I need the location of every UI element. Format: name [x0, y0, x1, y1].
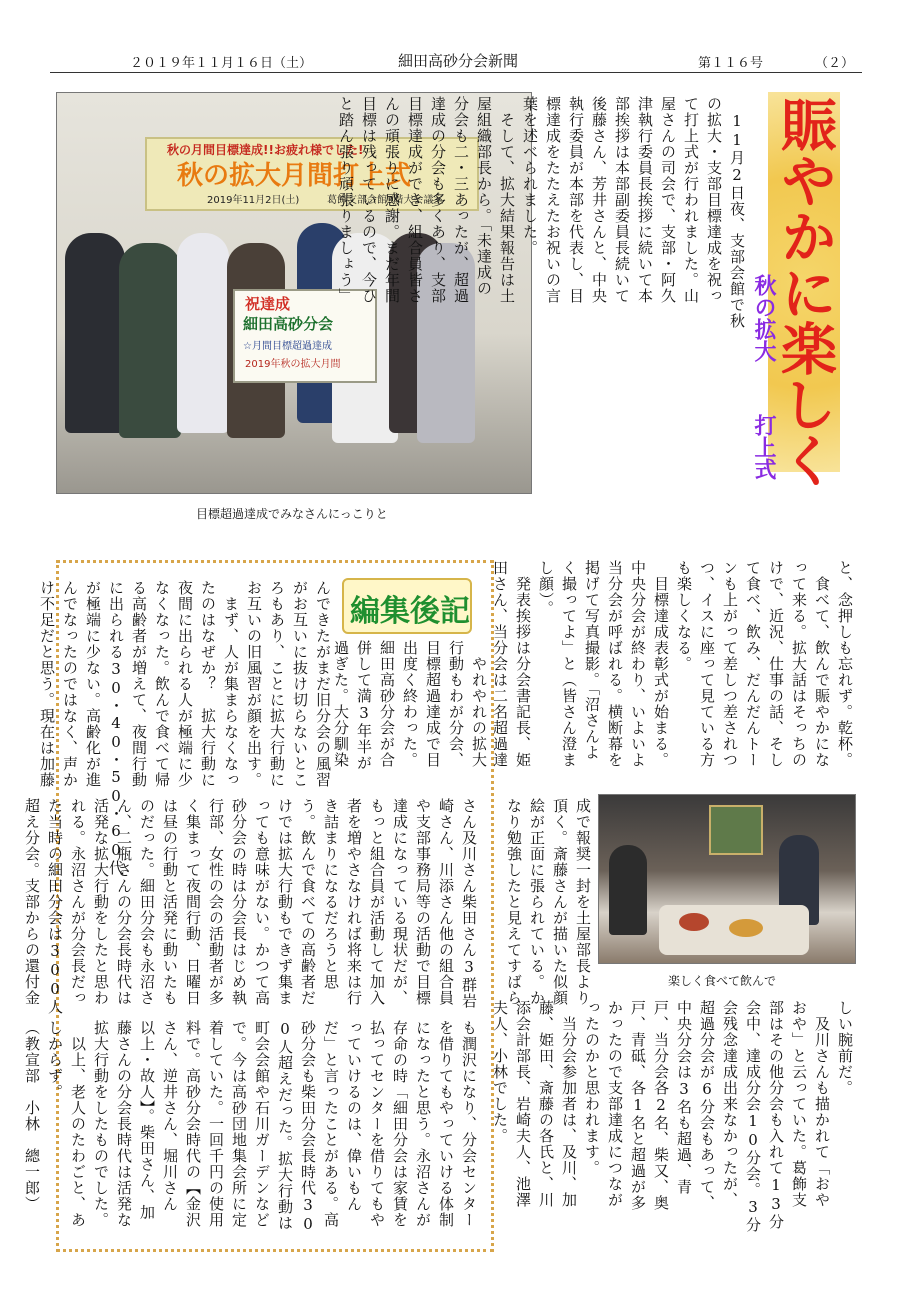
editor-line: 超え分会。支部からの還付金: [23, 798, 41, 1006]
editor-line: さん及川さん柴田さん3群岩: [460, 798, 478, 1009]
editor-line: 者を増やさなければ将来は行: [345, 798, 363, 1006]
article-top-line: 部挨拶は本部副委員長続いて: [613, 96, 631, 304]
article-bottom-right-line: ったのかと思われます。: [583, 1000, 601, 1176]
editor-line: しからず。: [46, 1020, 64, 1100]
editor-line: 着していた。一回千円の使用: [207, 1020, 225, 1228]
article-bottom-right-line: おや」と云っていた。葛飾支: [790, 1000, 808, 1208]
editor-line: 以上、老人のたわごと、あ: [69, 1020, 87, 1228]
article-mid-line: し顔）。: [537, 560, 555, 617]
editor-line: け不足だと思う。現在は加藤: [38, 580, 56, 788]
editor-line: が極端に少ない。高齢化が進: [84, 580, 102, 788]
editor-line: さん、逆井さん、堀川さん: [161, 1020, 179, 1212]
editor-line: んでなったのではなく、声か: [61, 580, 79, 788]
editor-line: 砂分会も柴田分会長時代30: [299, 1020, 317, 1234]
article-bottom-right-line: 部はその他分会も入れて13分: [767, 1000, 785, 1230]
article-top-line: そして、拡大結果報告は土: [498, 96, 516, 304]
banner-date: 2019年11月2日(土): [207, 195, 300, 206]
editor-line: 目標超過達成で目: [424, 640, 442, 768]
top-photo-caption: 目標超過達成でみなさんにっこりと: [196, 507, 388, 521]
article-mid-line: と、念押しも忘れず。乾杯。: [836, 560, 854, 768]
article-bottom-upper: [500, 798, 594, 1026]
editor-line: なくなった。飲んで食べて帰: [153, 580, 171, 788]
editor-line: （教宣部 小林 總一郎）: [23, 1020, 41, 1212]
editor-line: になったと思う。永沼さんが: [414, 1020, 432, 1228]
editor-line: のだった。細田分会も永沼さ: [138, 798, 156, 1006]
article-top-line: 目標達成ができ、組合員皆さ: [406, 96, 424, 304]
editor-line: も潤沢になり、分会センター: [460, 1020, 478, 1228]
article-top-text: [328, 96, 748, 526]
article-top-line: 執行委員が本部を代表し、目: [567, 96, 585, 304]
article-bottom-right-line: 会残念達成出来なかったが、: [721, 1000, 739, 1208]
editor-line: 払ってセンターを借りてもや: [368, 1020, 386, 1228]
editor-line: 拡大行動をしたものでした。: [92, 1020, 110, 1228]
editor-line: 藤さんの分会長時代は活発な: [115, 1020, 133, 1228]
article-bottom-upper-line: なり勉強したと見えてすばら: [505, 798, 523, 1006]
editor-line: 出度く終わった。: [401, 640, 419, 768]
editor-line: 達成になっている現状だが、: [391, 798, 409, 1006]
article-bottom-right-line: 及川さんも描かれて「おや: [813, 1000, 831, 1208]
headline-main: 賑やかに楽しく: [772, 96, 838, 488]
sign-line3: ☆月間目標超過達成: [243, 341, 332, 352]
food-plate: [729, 919, 763, 937]
article-top-line: 津執行委員長挨拶に続いて本: [636, 96, 654, 304]
editor-line: に出られる30・40・50・60代: [107, 580, 125, 876]
editor-line: 過ぎた。大分馴染: [332, 640, 350, 768]
article-top-line: 屋組織部長から。「未達成の: [475, 96, 493, 297]
editor-col-a: [332, 640, 490, 790]
article-mid-line: 当分会が呼ばれる。横断幕を: [606, 560, 624, 768]
editor-line: 存命の時「細田分会は家賃を: [391, 1020, 409, 1228]
article-mid-line: 掲げて写真撮影。「沼さんよ: [583, 560, 601, 761]
article-mid-line: 発表挨拶は分会書記長、姫: [514, 560, 532, 768]
editor-line: 行部、女性の会の活動者が多: [207, 798, 225, 1006]
article-mid: [491, 560, 856, 800]
person: [609, 845, 647, 935]
article-mid-line: 田さん、当分会は二名超過達: [491, 560, 509, 768]
editor-line: 0人超えだった。拡大行動は: [276, 1020, 294, 1231]
editor-line: っていけるのは、偉いもん: [345, 1020, 363, 1212]
editor-line: や支部事務局等の活動で目標: [414, 798, 432, 1006]
editor-line: 細田高砂分会が合: [378, 640, 396, 768]
article-mid-line: 食べて、飲んで賑やかにな: [813, 560, 831, 768]
article-bottom-upper-line: 頂く。斎藤さんが描いた似顔: [551, 798, 569, 1006]
article-top-line: 葉を述べられました。: [521, 96, 539, 256]
article-mid-line: 中央分会が終わり、いよいよ: [629, 560, 647, 768]
editor-line: やれやれの拡大: [470, 640, 488, 768]
article-mid-line: けで、近況、仕事の話、そし: [767, 560, 785, 768]
editor-line: まず、人が集まらなくなっ: [222, 580, 240, 788]
article-bottom-upper-line: 成で報奨一封を土屋部長より: [574, 798, 592, 1006]
editor-line: 以上・故人】。柴田さん、加: [138, 1020, 156, 1221]
person: [177, 233, 229, 433]
editor-line: もっと組合員が活動して加入: [368, 798, 386, 1006]
article-bottom-right-line: 藤、姫田、斎藤の各氏と、川: [537, 1000, 555, 1208]
editor-note-title-box: [342, 578, 472, 634]
article-bottom-right-line: かったので支部達成につなが: [606, 1000, 624, 1208]
editor-line: 活発な拡大行動をしたと思わ: [92, 798, 110, 1006]
article-top-line: 標達成をたたえたお祝いの言: [544, 96, 562, 304]
article-bottom-right-line: 当分会参加者は、及川、加: [560, 1000, 578, 1208]
editor-line: れる。永沼さんが分会長だっ: [69, 798, 87, 1006]
header-rule: [50, 72, 862, 73]
editor-line: を借りてもやっていける体制: [437, 1020, 455, 1228]
editor-note-title: 編集後記: [350, 594, 470, 629]
editor-line: っても意味がない。かつて高: [253, 798, 271, 1006]
article-bottom-right-line: 添会計部長、岩崎夫人、池澤: [514, 1000, 532, 1208]
editor-col-d: [23, 1020, 480, 1240]
headline-sub2: 打上式: [751, 414, 777, 480]
article-mid-line: って来る。拡大話はそっちの: [790, 560, 808, 768]
editor-line: ん、二瓶さんの分会長時代は: [115, 798, 133, 1006]
party-photo: [598, 794, 856, 964]
article-mid-line: て食べ、飲み、だんだんトー: [744, 560, 762, 768]
editor-line: 砂分会の時は分会長はじめ執: [230, 798, 248, 1006]
article-mid-line: く撮ってよ」と（皆さん澄ま: [560, 560, 578, 768]
article-mid-line: つ、イスに座って見ている方: [698, 560, 716, 768]
editor-line: 料で。高砂分会時代の【金沢: [184, 1020, 202, 1228]
editor-col-b: [38, 580, 334, 876]
article-top-line: 後藤さん、芳井さんと、中央: [590, 96, 608, 304]
article-top-line: て打上式が行われました。山: [682, 96, 700, 304]
article-top-line: と踏ん張り頑張りましょう」: [337, 96, 355, 304]
article-bottom-right-line: 夫人、小林でした。: [491, 1000, 509, 1144]
article-bottom-right: [491, 1000, 856, 1240]
editor-line: う。飲んで食べての高齢者だ: [299, 798, 317, 1006]
article-bottom-right-line: 戸、当分会各2名、柴又、奥: [652, 1000, 670, 1211]
page-number: （２）: [815, 56, 855, 71]
issue-number: 第１１６号: [698, 56, 764, 71]
article-bottom-upper-line: 絵が正面に張られている。か: [528, 798, 546, 1006]
editor-line: た当時の細田分会は300人: [46, 798, 64, 1015]
person: [119, 243, 181, 438]
editor-line: お互いの旧風習が顔を出す。: [245, 580, 263, 788]
editor-line: んできたがまだ旧分会の風習: [314, 580, 332, 788]
article-mid-line: 目標達成表彰式が始まる。: [652, 560, 670, 768]
article-bottom-right-line: しい腕前だ。: [836, 1000, 854, 1096]
article-top-line: 11月2日夜、支部会館で秋: [728, 96, 746, 329]
article-top-line: の拡大・支部目標達成を祝っ: [705, 96, 723, 304]
article-top-line: 達成の分会も多くあり、支部: [429, 96, 447, 304]
editor-col-c: [23, 798, 480, 1038]
editor-line: 町会会館や石川ガーデンなど: [253, 1020, 271, 1228]
editor-line: 夜間に出られる人が極端に少: [176, 580, 194, 788]
editor-line: る高齢者が増えて、夜間行動: [130, 580, 148, 788]
article-top-line: 屋さんの司会で、支部・阿久: [659, 96, 677, 304]
editor-line: き詰まりになるだろうと思: [322, 798, 340, 990]
article-bottom-right-line: 中央分会は3名も超過、青: [675, 1000, 693, 1195]
issue-date: ２０１９年１１月１６日（土）: [130, 56, 313, 71]
editor-line: だ」と言ったことがある。高: [322, 1020, 340, 1228]
article-bottom-right-line: 会中、達成分会10分会。3分: [744, 1000, 762, 1233]
editor-line: ろもあり、ことに拡大行動に: [268, 580, 286, 788]
article-bottom-right-line: 戸、青砥、各1名と超過が多: [629, 1000, 647, 1211]
headline-sub1: 秋の拡大: [751, 274, 777, 362]
article-mid-line: ンも上がって差しつ差されつ: [721, 560, 739, 768]
article-bottom-right-line: 超過分会が6分会もあって、: [698, 1000, 716, 1211]
article-mid-line: も楽しくなる。: [675, 560, 693, 672]
article-top-line: 分会も二・三あったが、超過: [452, 96, 470, 304]
sign-line2: 細田高砂分会: [243, 315, 334, 333]
editor-line: は昼の行動と活発に動いたも: [161, 798, 179, 1006]
editor-line: く集まって夜間行動、日曜日: [184, 798, 202, 1006]
editor-line: で。今は高砂団地集会所に定: [230, 1020, 248, 1228]
editor-line: がお互いに抜け切らないとこ: [291, 580, 309, 788]
article-top-line: んの頑張りに感謝。まだ年間: [383, 96, 401, 304]
party-photo-caption: 楽しく食べて飲んで: [668, 974, 777, 988]
banner-line2: 秋の拡大月間打上式: [177, 161, 412, 191]
editor-line: たのはなぜか？ 拡大行動に: [199, 580, 217, 788]
banner-place: 葛飾支部会館3階大会議室: [327, 195, 444, 206]
banner-line1: 秋の月間目標達成!!お疲れ様でした!: [167, 143, 364, 157]
editor-line: 併して満3年半が: [355, 640, 373, 771]
sign-line4: 2019年秋の拡大月間: [245, 359, 341, 370]
article-top-line: 目標は残っているので、今ひ: [360, 96, 378, 304]
editor-line: けでは拡大行動もできず集ま: [276, 798, 294, 1006]
food-plate: [679, 913, 709, 931]
editor-line: 行動もわが分会、: [447, 640, 465, 768]
person: [65, 233, 125, 433]
editor-line: 崎さん、川添さん他の組合員: [437, 798, 455, 1006]
wall-picture: [709, 805, 763, 855]
paper-title: 細田高砂分会新聞: [398, 52, 519, 70]
sign-line1: 祝達成: [245, 295, 291, 313]
